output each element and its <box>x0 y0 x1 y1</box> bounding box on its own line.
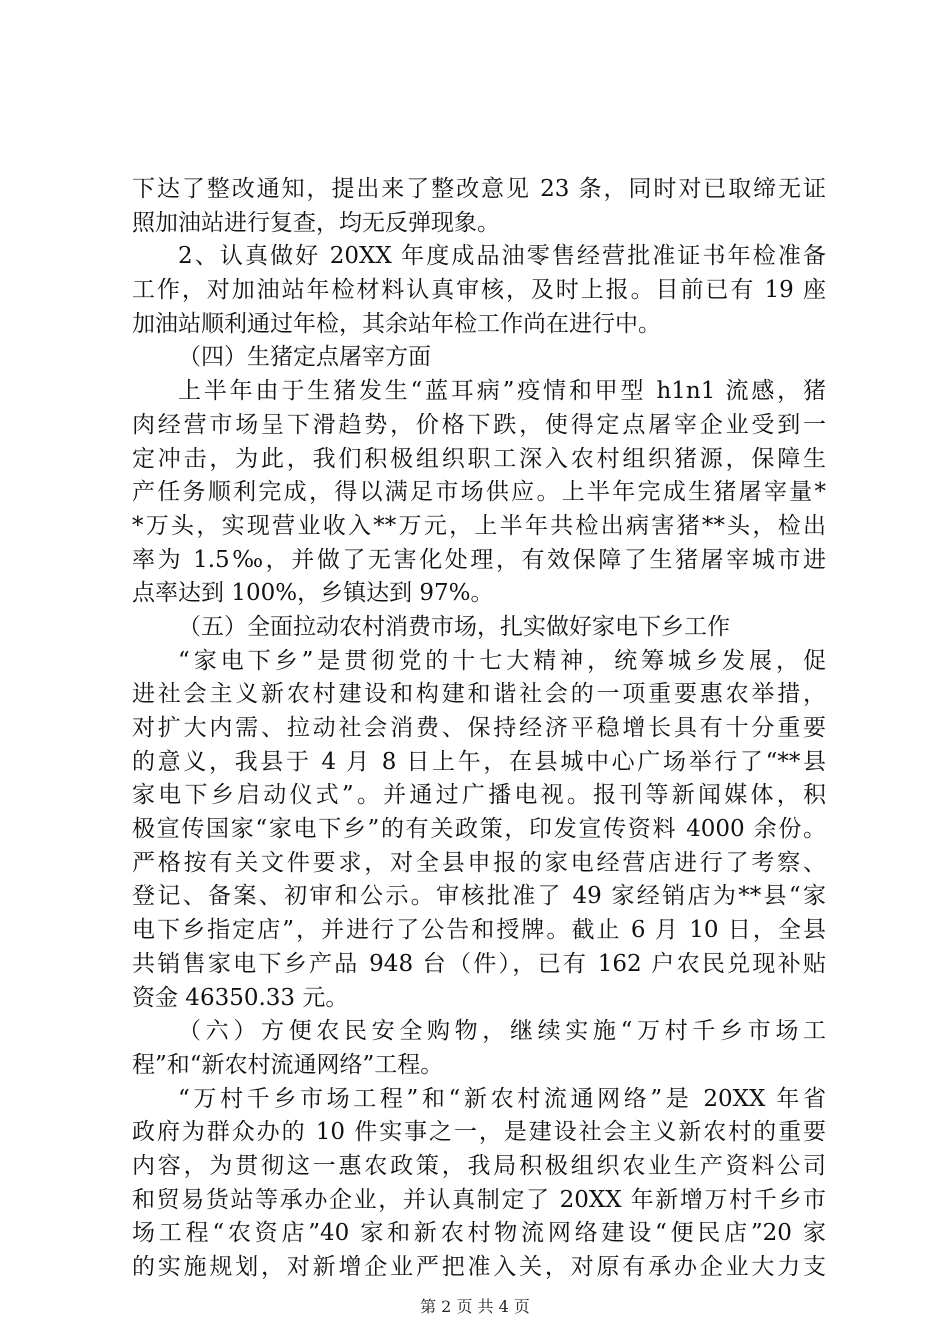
text-line: “万村千乡市场工程”和“新农村流通网络”是 20XX 年省 <box>178 1085 826 1112</box>
text-line: 电下乡指定店”，并进行了公告和授牌。截止 6 月 10 日，全县 <box>132 917 826 944</box>
text-line: 点率达到 100%，乡镇达到 97%。 <box>132 580 494 607</box>
text-line: 家电下乡启动仪式”。并通过广播电视。报刊等新闻媒体，积 <box>132 782 826 809</box>
text-line: 程”和“新农村流通网络”工程。 <box>132 1051 444 1078</box>
text-line: 进社会主义新农村建设和构建和谐社会的一项重要惠农举措， <box>132 681 826 708</box>
text-line: 定冲击，为此，我们积极组织职工深入农村组织猪源，保障生 <box>132 445 826 472</box>
text-line: 肉经营市场呈下滑趋势，价格下跌，使得定点屠宰企业受到一 <box>132 411 826 438</box>
text-line: 内容，为贯彻这一惠农政策，我局积极组织农业生产资料公司 <box>132 1152 826 1179</box>
text-line: “家电下乡”是贯彻党的十七大精神，统筹城乡发展，促 <box>178 647 826 674</box>
text-line: 和贸易货站等承办企业，并认真制定了 20XX 年新增万村千乡市 <box>132 1186 826 1213</box>
text-line: （五）全面拉动农村消费市场，扎实做好家电下乡工作 <box>178 613 730 640</box>
document-body <box>132 173 826 1285</box>
text-line: 的意义，我县于 4 月 8 日上午，在县城中心广场举行了“**县 <box>132 748 826 775</box>
text-line: （四）生猪定点屠宰方面 <box>178 344 431 371</box>
text-line: 上半年由于生猪发生“蓝耳病”疫情和甲型 h1n1 流感，猪 <box>178 378 826 405</box>
text-line: 加油站顺利通过年检，其余站年检工作尚在进行中。 <box>132 310 661 337</box>
text-line: 率为 1.5‰，并做了无害化处理，有效保障了生猪屠宰城市进 <box>132 546 826 573</box>
text-line: 共销售家电下乡产品 948 台（件），已有 162 户农民兑现补贴 <box>132 950 826 977</box>
text-line: 登记、备案、初审和公示。审核批准了 49 家经销店为**县“家 <box>132 883 826 910</box>
text-line: 政府为群众办的 10 件实事之一，是建设社会主义新农村的重要 <box>132 1119 826 1146</box>
text-line: 严格按有关文件要求，对全县申报的家电经营店进行了考察、 <box>132 849 826 876</box>
text-line: 产任务顺利完成，得以满足市场供应。上半年完成生猪屠宰量* <box>132 479 826 506</box>
text-line: （六）方便农民安全购物，继续实施“万村千乡市场工 <box>178 1018 826 1045</box>
text-line: 场工程“农资店”40 家和新农村物流网络建设“便民店”20 家 <box>132 1220 826 1247</box>
text-line: 的实施规划，对新增企业严把准入关，对原有承办企业大力支 <box>132 1254 826 1280</box>
text-line: 照加油站进行复查，均无反弹现象。 <box>132 209 500 236</box>
text-line: 工作，对加油站年检材料认真审核，及时上报。目前已有 19 座 <box>132 277 826 304</box>
text-line: 极宣传国家“家电下乡”的有关政策，印发宣传资料 4000 余份。 <box>132 816 826 843</box>
page-footer: 第 2 页 共 4 页 <box>420 1297 530 1316</box>
text-line: 下达了整改通知，提出来了整改意见 23 条，同时对已取缔无证 <box>132 176 826 202</box>
text-line: 对扩大内需、拉动社会消费、保持经济平稳增长具有十分重要 <box>132 715 826 741</box>
text-line: *万头，实现营业收入**万元，上半年共检出病害猪**头，检出 <box>132 512 826 539</box>
text-line: 资金 46350.33 元。 <box>132 984 349 1011</box>
text-line: 2、认真做好 20XX 年度成品油零售经营批准证书年检准备 <box>178 243 826 270</box>
